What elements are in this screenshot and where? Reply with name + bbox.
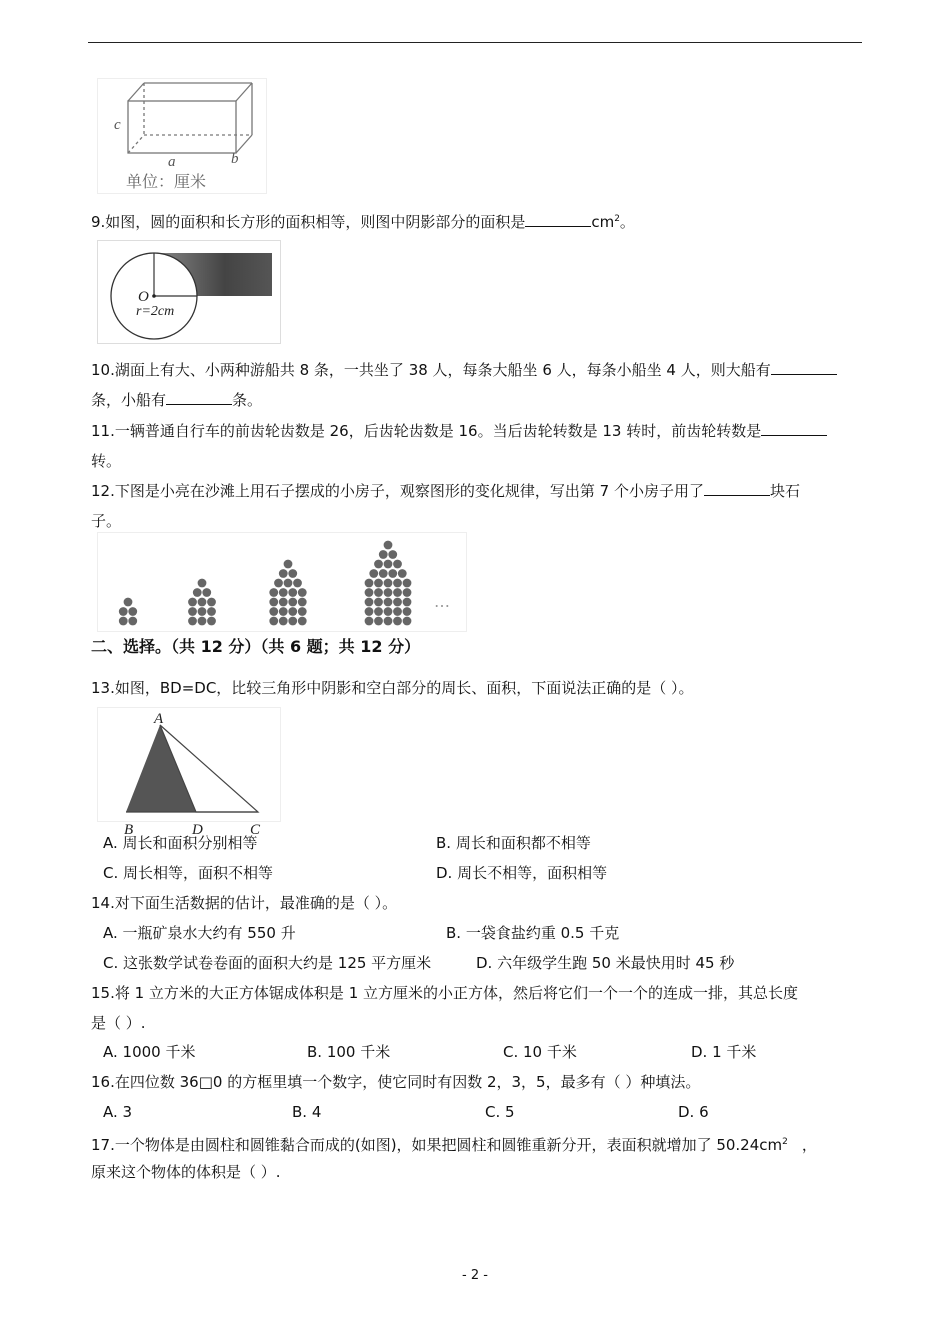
q17-line1-text: 17.一个物体是由圆柱和圆锥黏合而成的(如图)，如果把圆柱和圆锥重新分开，表面积就增加了 50.24cm — [91, 1136, 783, 1154]
label-b: b — [231, 151, 239, 167]
stone — [374, 607, 383, 616]
stone — [202, 588, 211, 597]
q11-line1-text: 11.一辆普通自行车的前齿轮齿数是 26，后齿轮齿数是 16。当后齿轮转数是 13 转时，前齿轮转数是 — [91, 422, 762, 440]
q10-line2a-text: 条，小船有 — [91, 391, 167, 409]
ellipsis: … — [434, 592, 450, 611]
stone — [374, 588, 383, 597]
stone — [384, 617, 393, 626]
question-12-line2 — [91, 511, 121, 531]
stone — [207, 598, 216, 607]
stone — [288, 607, 297, 616]
stone — [384, 560, 393, 569]
stone — [384, 607, 393, 616]
stone — [365, 607, 374, 616]
q13-option-d[interactable]: D. 周长不相等，面积相等 — [436, 864, 608, 882]
stone — [269, 617, 278, 626]
stone — [384, 541, 393, 550]
question-12-line1 — [91, 481, 800, 501]
stone — [403, 598, 412, 607]
stone — [269, 607, 278, 616]
stone-house — [119, 598, 137, 626]
stone-houses-figure — [97, 532, 467, 632]
q14-option-d[interactable]: D. 六年级学生跑 50 米最快用时 45 秒 — [476, 954, 735, 972]
stone — [403, 588, 412, 597]
q10-line2b-text: 条。 — [232, 391, 263, 409]
triangle-diagram — [98, 708, 280, 838]
stone — [393, 588, 402, 597]
stone — [284, 579, 293, 588]
stone — [403, 617, 412, 626]
q12-line1a-text: 12.下图是小亮在沙滩上用石子摆成的小房子，观察图形的变化规律，写出第 7 个小房子用了 — [91, 482, 704, 500]
stone — [279, 588, 288, 597]
question-17-line1 — [91, 1132, 817, 1155]
question-15-line2: 是（ ）. — [91, 1014, 146, 1032]
stone — [198, 617, 207, 626]
label-a: a — [168, 154, 176, 170]
stone — [288, 617, 297, 626]
q15-option-a[interactable]: A. 1000 千米 — [103, 1043, 196, 1061]
stone — [365, 617, 374, 626]
stone — [374, 579, 383, 588]
q11-line2-text: 转。 — [91, 452, 122, 470]
section-2-title: 二、选择。（共 12 分）（共 6 题；共 12 分） — [91, 637, 421, 656]
stone — [369, 569, 378, 578]
stone — [198, 607, 207, 616]
stone — [365, 598, 374, 607]
stone — [393, 579, 402, 588]
q9-text: 9.如图，圆的面积和长方形的面积相等，则图中阴影部分的面积是 — [91, 213, 526, 231]
q9-end: 。 — [619, 213, 635, 231]
unit-label: 单位：厘米 — [126, 172, 207, 191]
answer-blank[interactable] — [771, 360, 837, 375]
stone — [119, 607, 128, 616]
stone-house — [269, 560, 306, 626]
question-9 — [91, 209, 635, 232]
cuboid-diagram — [98, 79, 266, 193]
stone — [298, 588, 307, 597]
stone — [374, 560, 383, 569]
q15-option-c[interactable]: C. 10 千米 — [503, 1043, 577, 1061]
stone — [207, 617, 216, 626]
stone — [288, 598, 297, 607]
question-16: 16.在四位数 36□0 的方框里填一个数字，使它同时有因数 2，3，5，最多有（ ）种填法。 — [91, 1073, 701, 1091]
question-15-line1: 15.将 1 立方米的大正方体锯成体积是 1 立方厘米的小正方体，然后将它们一个一个的连成一排，其总长度 — [91, 984, 799, 1002]
stone — [384, 588, 393, 597]
q15-option-d[interactable]: D. 1 千米 — [691, 1043, 757, 1061]
q16-option-b[interactable]: B. 4 — [292, 1103, 322, 1121]
label-o: O — [138, 289, 149, 305]
label-d: D — [192, 822, 203, 838]
q16-option-c[interactable]: C. 5 — [485, 1103, 515, 1121]
stone — [374, 617, 383, 626]
stone — [198, 579, 207, 588]
stone-house — [365, 541, 412, 626]
stone-house — [188, 579, 216, 626]
question-11-line1 — [91, 421, 827, 441]
answer-blank[interactable] — [166, 390, 232, 405]
q12-line2-text: 子。 — [91, 512, 122, 530]
stone — [365, 579, 374, 588]
question-14: 14.对下面生活数据的估计，最准确的是（ ）。 — [91, 894, 398, 912]
stone — [119, 617, 128, 626]
stone — [293, 579, 302, 588]
stone — [379, 569, 388, 578]
circle-rectangle-figure — [97, 240, 281, 344]
stone — [384, 598, 393, 607]
label-c: C — [250, 822, 261, 838]
q14-option-c[interactable]: C. 这张数学试卷卷面的面积大约是 125 平方厘米 — [103, 954, 432, 972]
question-10-line1 — [91, 360, 837, 380]
stone — [207, 607, 216, 616]
stone — [388, 569, 397, 578]
houses-diagram — [98, 533, 466, 631]
q12-line1b-text: 块石 — [769, 482, 800, 500]
stone — [398, 569, 407, 578]
stone — [279, 598, 288, 607]
stone — [403, 607, 412, 616]
label-a: A — [154, 711, 164, 727]
stone — [128, 617, 137, 626]
q14-option-b[interactable]: B. 一袋食盐约重 0.5 千克 — [446, 924, 620, 942]
stone — [279, 607, 288, 616]
stone — [298, 607, 307, 616]
stone — [388, 550, 397, 559]
stone — [128, 607, 137, 616]
stone — [188, 598, 197, 607]
label-r: r=2cm — [136, 304, 175, 319]
stone — [288, 588, 297, 597]
q16-option-a[interactable]: A. 3 — [103, 1103, 133, 1121]
stone — [284, 560, 293, 569]
q13-option-c[interactable]: C. 周长相等，面积不相等 — [103, 864, 274, 882]
answer-blank[interactable] — [525, 212, 591, 227]
q14-option-a[interactable]: A. 一瓶矿泉水大约有 550 升 — [103, 924, 296, 942]
q13-option-b[interactable]: B. 周长和面积都不相等 — [436, 834, 591, 852]
stone — [403, 579, 412, 588]
stone — [124, 598, 133, 607]
stone — [365, 588, 374, 597]
q17-sup: 2 — [782, 1137, 788, 1147]
stone — [379, 550, 388, 559]
stone — [279, 569, 288, 578]
stone — [269, 588, 278, 597]
stone — [298, 617, 307, 626]
page-number: - 2 - — [462, 1268, 488, 1283]
q17-comma: ， — [801, 1136, 817, 1154]
q16-option-d[interactable]: D. 6 — [678, 1103, 709, 1121]
stone — [393, 607, 402, 616]
q15-option-b[interactable]: B. 100 千米 — [307, 1043, 391, 1061]
stone — [288, 569, 297, 578]
question-13: 13.如图，BD=DC，比较三角形中阴影和空白部分的周长、面积，下面说法正确的是（ ）。 — [91, 679, 694, 697]
stone — [274, 579, 283, 588]
stone — [393, 617, 402, 626]
stone — [198, 598, 207, 607]
stone — [279, 617, 288, 626]
stone — [188, 617, 197, 626]
stone — [374, 598, 383, 607]
stone — [193, 588, 202, 597]
cuboid-figure — [97, 78, 267, 194]
stone — [393, 598, 402, 607]
label-b: B — [124, 822, 134, 838]
question-11-line2 — [91, 451, 121, 471]
q13-option-a[interactable]: A. 周长和面积分别相等 — [103, 834, 258, 852]
q9-sup: 2 — [614, 214, 620, 224]
answer-blank[interactable] — [761, 421, 827, 436]
stone — [269, 598, 278, 607]
header-rule — [88, 42, 862, 43]
label-c: c — [114, 117, 121, 133]
q9-unit: cm — [591, 213, 615, 231]
stone — [188, 607, 197, 616]
question-17-line2: 原来这个物体的体积是（ ）. — [91, 1163, 281, 1181]
triangle-figure — [97, 707, 281, 838]
question-10-line2 — [91, 390, 262, 410]
q10-line1-text: 10.湖面上有大、小两种游船共 8 条，一共坐了 38 人，每条大船坐 6 人，每条小船坐 4 人，则大船有 — [91, 361, 771, 379]
stone — [298, 598, 307, 607]
answer-blank[interactable] — [704, 481, 770, 496]
stone — [384, 579, 393, 588]
stone — [393, 560, 402, 569]
circle-diagram — [98, 241, 280, 343]
